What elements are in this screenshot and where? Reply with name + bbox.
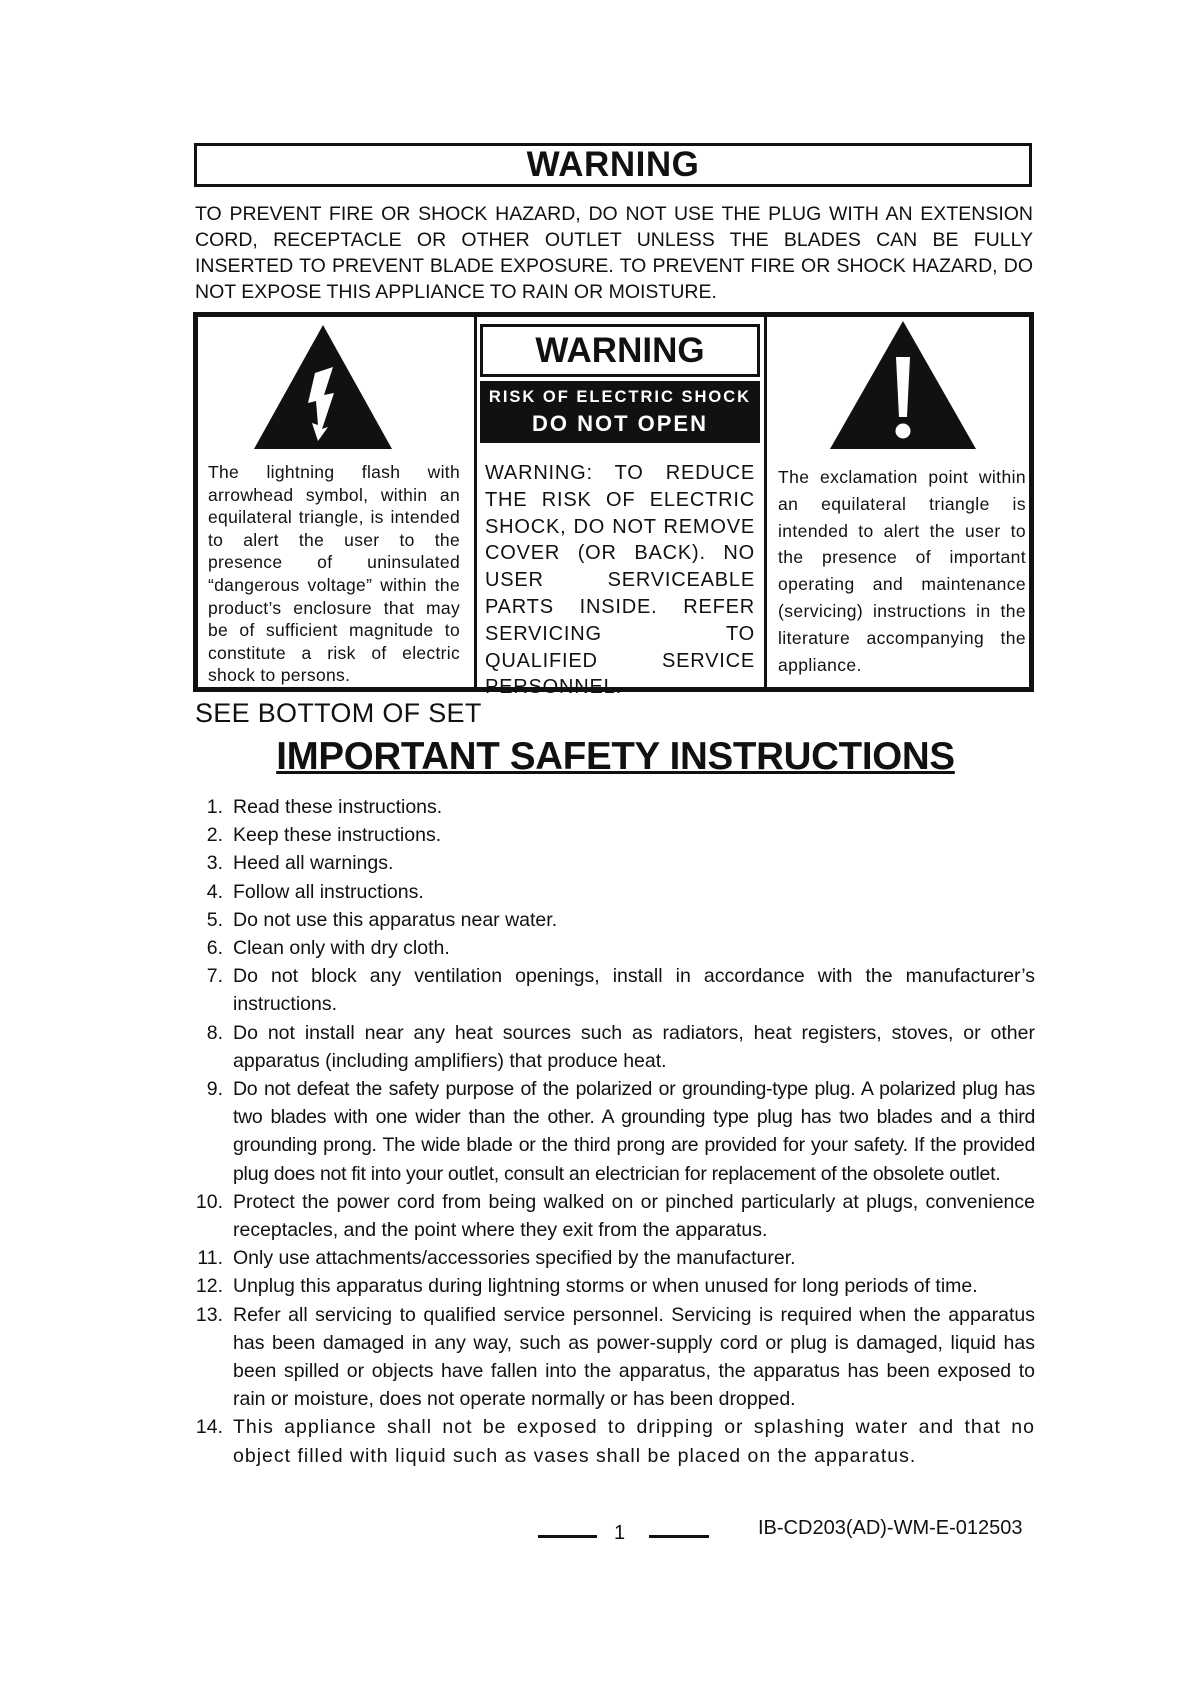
see-bottom-note: SEE BOTTOM OF SET: [195, 698, 482, 728]
list-item: [190, 821, 1035, 849]
list-item: [190, 1272, 1035, 1300]
shock-risk-line: RISK OF ELECTRIC SHOCK: [488, 388, 752, 406]
item-number: 7.: [206, 965, 223, 988]
item-number: 10.: [195, 1190, 223, 1213]
item-number: 6.: [206, 937, 223, 960]
item-text: Heed all warnings.: [233, 852, 394, 875]
panel-divider: [474, 317, 477, 687]
item-text: Do not defeat the safety purpose of the polarized or grounding-type plug. A polarized plug has two blades with one wider than the other. A grounding type plug has two blades and a third grounding prong. The wide blade or the third prong are provided for your safety. If the provided plug does not fit into your outlet, consult an electrician for replacement of the obsolete outlet.: [233, 1078, 1035, 1185]
item-text: Do not block any ventilation openings, install in accordance with the manufacturer’s instructions.: [233, 965, 1035, 1016]
list-item: [190, 1301, 1035, 1414]
item-number: 5.: [206, 908, 223, 931]
list-item: [190, 878, 1035, 906]
item-text: Protect the power cord from being walked on or pinched particularly at plugs, convenience receptacles, and the point where they exit from the apparatus.: [233, 1190, 1035, 1242]
item-number: 9.: [206, 1078, 223, 1101]
list-item: [190, 1075, 1035, 1188]
item-number: 14.: [195, 1416, 223, 1439]
intro-paragraph: TO PREVENT FIRE OR SHOCK HAZARD, DO NOT USE THE PLUG WITH AN EXTENSION CORD, RECEPTACLE OR OTHER OUTLET UNLESS THE BLADES CAN BE FULLY INSERTED TO PREVENT BLADE EXPOSURE. TO PREVENT FIRE OR SHOCK HAZARD, DO NOT EXPOSE THIS APPLIANCE TO RAIN OR MOISTURE.: [195, 203, 1033, 303]
lightning-triangle-icon: [252, 323, 394, 451]
list-item: [190, 1413, 1035, 1469]
item-text: Read these instructions.: [233, 796, 443, 818]
do-not-open-line: DO NOT OPEN: [531, 411, 708, 436]
list-item: [190, 962, 1035, 1018]
exclamation-explanation: The exclamation point within an equilateral triangle is intended to alert the user to the presence of important operating and maintenance (servicing) instructions in the literature accompanying the appliance.: [778, 467, 1026, 675]
shock-risk-label: [480, 381, 760, 443]
panel-divider: [764, 317, 767, 687]
safety-instructions-list: [190, 793, 1035, 1470]
warning-symbols-panel: [193, 312, 1034, 699]
item-text: Only use attachments/accessories specified by the manufacturer.: [233, 1247, 796, 1270]
item-number: 8.: [206, 1021, 223, 1044]
item-number: 1.: [206, 796, 223, 818]
document-code: IB-CD203(AD)-WM-E-012503: [758, 1517, 1023, 1539]
item-text: Refer all servicing to qualified service personnel. Servicing is required when the apparatus has been damaged in any way, such as power-supply cord or plug is damaged, liquid has been spilled or objects have fallen into the apparatus, the apparatus has been exposed to rain or moisture, does not operate normally or has been dropped.: [233, 1303, 1035, 1411]
item-number: 13.: [195, 1303, 223, 1326]
intro-warning-text: [195, 201, 1033, 305]
item-number: 11.: [197, 1247, 223, 1270]
list-item: [190, 906, 1035, 934]
warning-header-title: WARNING: [526, 145, 700, 184]
list-item: [190, 934, 1035, 962]
item-text: Do not use this apparatus near water.: [233, 908, 558, 931]
item-text: Clean only with dry cloth.: [233, 937, 450, 960]
list-item: [190, 793, 1035, 821]
list-item: [190, 1188, 1035, 1244]
exclamation-triangle-icon: [828, 319, 978, 451]
footer-rule-left: [538, 1535, 597, 1538]
list-item: [190, 1019, 1035, 1075]
lightning-explanation: The lightning flash with arrowhead symbol, within an equilateral triangle, is intended to alert the user to the presence of uninsulated “dangerous voltage” within the product’s enclosure that may be of sufficient magnitude to constitute a risk of electric shock to persons.: [208, 462, 460, 686]
item-text: Do not install near any heat sources such as radiators, heat registers, stoves, or other apparatus (including amplifiers) that produce heat.: [233, 1021, 1035, 1072]
warning-header: [194, 143, 1032, 187]
footer-rule-right: [649, 1535, 709, 1538]
list-item: [190, 1244, 1035, 1272]
item-number: 4.: [206, 880, 223, 903]
item-text: Follow all instructions.: [233, 880, 424, 903]
page-number: 1: [614, 1522, 626, 1544]
middle-warning-title: WARNING: [535, 330, 705, 370]
middle-warning-title-box: [480, 324, 760, 377]
item-number: 3.: [206, 852, 223, 875]
item-number: 2.: [206, 824, 223, 847]
item-number: 12.: [195, 1275, 223, 1298]
safety-instructions-title: IMPORTANT SAFETY INSTRUCTIONS: [276, 735, 955, 778]
electric-shock-warning-text: WARNING: TO REDUCE THE RISK OF ELECTRIC SHOCK, DO NOT REMOVE COVER (OR BACK). NO USER SERVICEABLE PARTS INSIDE. REFER SERVICING TO QUALIFIED SERVICE PERSONNEL.: [485, 462, 755, 699]
item-text: This appliance shall not be exposed to dripping or splashing water and that no object filled with liquid such as vases shall be placed on the apparatus.: [233, 1416, 1035, 1467]
item-text: Unplug this apparatus during lightning storms or when unused for long periods of time.: [233, 1275, 978, 1298]
list-item: [190, 849, 1035, 877]
item-text: Keep these instructions.: [233, 824, 442, 847]
